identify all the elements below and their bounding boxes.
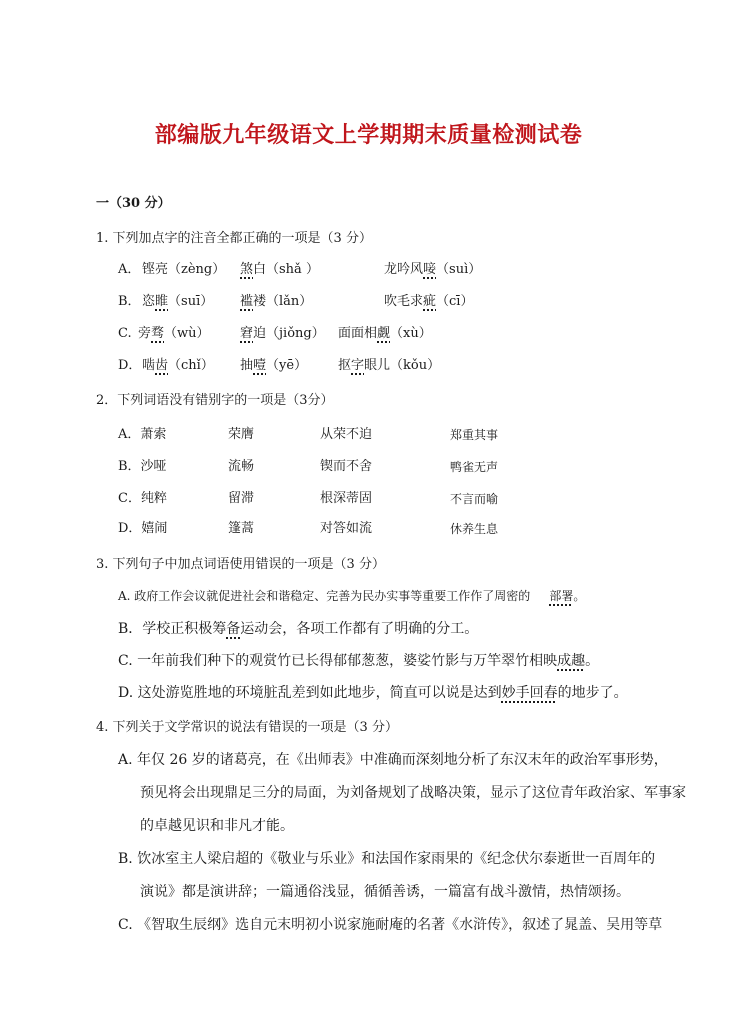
q2-stem: 2．下列词语没有错别字的一项是（3分） <box>96 393 334 408</box>
page-title: 部编版九年级语文上学期期末质量检测试卷 <box>154 122 583 148</box>
q4-option-a-line1: A. 年仅 26 岁的诸葛亮，在《出师表》中准确而深刻地分析了东汉末年的政治军事形势， <box>118 752 668 768</box>
q1-option-c-letter: C. <box>118 326 132 341</box>
q2-row-c-w2: 留滞 <box>228 491 255 506</box>
q1-option-d-word3: 抠字眼儿（kǒu） <box>338 358 441 373</box>
q1-option-b-word3: 吹毛求疵（cī） <box>384 294 474 309</box>
q1-option-d-word1: 啮齿（chǐ） <box>142 358 214 373</box>
q2-row-d-w2: 篷蒿 <box>228 521 255 536</box>
q1-option-a-word2: 煞白（shǎ ） <box>240 262 319 277</box>
q3-option-d: D. 这处游览胜地的环境脏乱差到如此地步，简直可以说是达到妙手回春的地步了。 <box>118 685 628 701</box>
q4-option-b-line2: 演说》都是演讲辞；一篇通俗浅显，循循善诱，一篇富有战斗激情，热情颂扬。 <box>140 884 630 900</box>
q1-option-c-word1: 旁骛（wù） <box>138 326 210 341</box>
q1-option-a-letter: A． <box>118 262 141 277</box>
q2-row-a-w4: 郑重其事 <box>450 428 499 442</box>
q1-option-d-word2: 抽噎（yē） <box>240 358 308 373</box>
q2-row-c-w3: 根深蒂固 <box>320 491 373 506</box>
q4-stem: 4. 下列关于文学常识的说法有错误的一项是（3 分） <box>96 720 398 735</box>
q1-option-c-word3: 面面相觑（xù） <box>338 326 432 341</box>
q4-option-c-line1: C. 《智取生辰纲》选自元末明初小说家施耐庵的名著《水浒传》，叙述了晁盖、吴用等草 <box>118 917 663 933</box>
q2-row-b-w1: B．沙哑 <box>118 459 167 474</box>
q2-row-a-w3: 从荣不迫 <box>320 427 373 442</box>
q2-row-d-w1: D．嬉闹 <box>118 521 168 536</box>
q1-option-a-word1: 铿亮（zèng） <box>142 262 226 277</box>
q2-row-b-w2: 流畅 <box>228 459 255 474</box>
q1-option-b-word2: 褴褛（lǎn） <box>240 294 313 309</box>
q2-row-b-w4: 鸭雀无声 <box>450 460 499 474</box>
q1-stem: 1. 下列加点字的注音全都正确的一项是（3 分） <box>96 231 372 246</box>
q3-option-c: C. 一年前我们种下的观赏竹已长得郁郁葱葱，婆娑竹影与万竿翠竹相映成趣。 <box>118 653 600 669</box>
q4-option-a-line2: 预见将会出现鼎足三分的局面，为刘备规划了战略决策，显示了这位青年政治家、军事家 <box>140 785 686 801</box>
q2-row-d-w3: 对答如流 <box>320 521 373 536</box>
q3-option-a: A. 政府工作会议就促进社会和谐稳定、完善为民办实事等重要工作作了周密的 部署。 <box>118 589 586 603</box>
q1-option-c-word2: 窘迫（jiǒng） <box>240 326 325 341</box>
q2-row-b-w3: 锲而不舍 <box>320 459 373 474</box>
q1-option-b-letter: B． <box>118 294 141 309</box>
q1-option-d-letter: D． <box>118 358 142 373</box>
q2-row-a-w2: 荣膺 <box>228 427 255 442</box>
q3-stem: 3. 下列句子中加点词语使用错误的一项是（3 分） <box>96 557 385 572</box>
q1-option-b-word1: 恣睢（suī） <box>142 294 214 309</box>
q2-row-c-w1: C．纯粹 <box>118 491 167 506</box>
q1-option-a-word3: 龙吟风唼（suì） <box>384 262 482 277</box>
q3-option-b: B．学校正积极筹备运动会，各项工作都有了明确的分工。 <box>118 621 479 637</box>
section-heading: 一（30 分） <box>96 196 171 211</box>
q2-row-a-w1: A．萧索 <box>118 427 167 442</box>
q2-row-d-w4: 休养生息 <box>450 522 499 536</box>
q4-option-a-line3: 的卓越见识和非凡才能。 <box>140 818 294 834</box>
q4-option-b-line1: B. 饮冰室主人梁启超的《敬业与乐业》和法国作家雨果的《纪念伏尔泰逝世一百周年的 <box>118 851 656 867</box>
q2-row-c-w4: 不言而喻 <box>450 492 499 506</box>
